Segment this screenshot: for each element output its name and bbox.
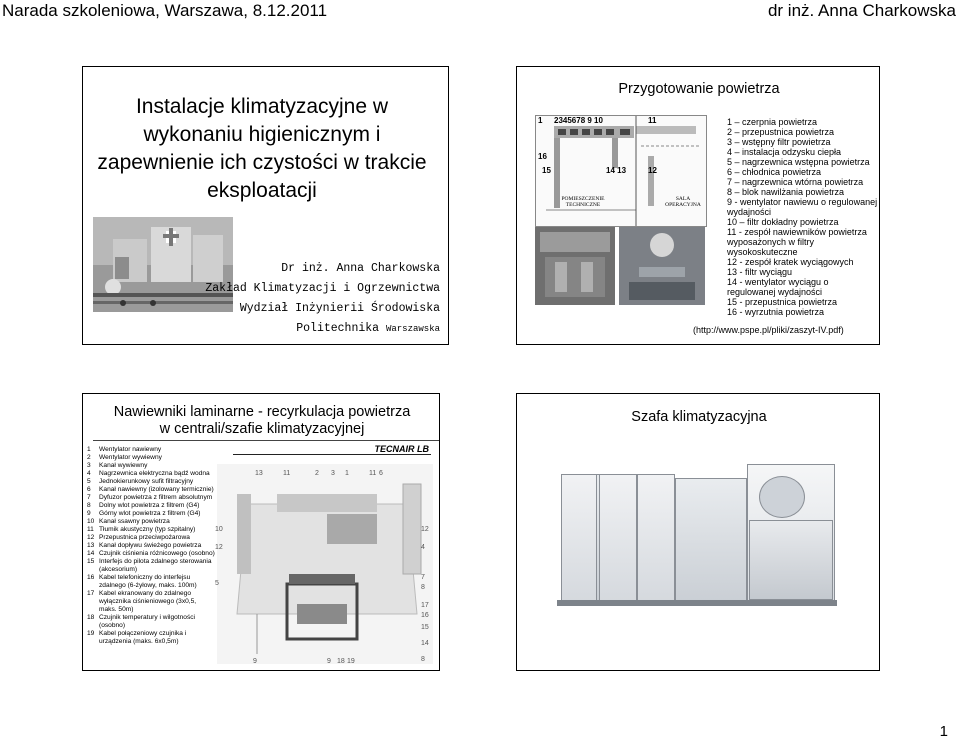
legend-item-text: Jednokierunkowy sufit filtracyjny: [99, 478, 194, 485]
header-right: dr inż. Anna Charkowska: [767, 1, 956, 20]
legend-item-number: 19: [87, 630, 95, 637]
legend-item: regulowanej wydajności: [727, 287, 823, 297]
legend-item-text: Kabel ekranowany do zdalnego wyłącznika ciśnieniowego (3x0,5, maks. 50m): [99, 590, 197, 613]
legend-item: 15 - przepustnica powietrza: [727, 297, 838, 307]
legend-item: [87, 550, 215, 558]
legend-item: [87, 630, 215, 646]
slide2-title: Przygotowanie powietrza: [618, 81, 780, 97]
legend-item-number: 16: [87, 574, 95, 581]
legend-item-number: 12: [87, 534, 95, 541]
diagram-num-15: 15: [542, 166, 551, 175]
slide-4: [516, 393, 880, 671]
callout-number: 16: [421, 612, 429, 619]
legend-item-number: 2: [87, 454, 91, 461]
slide1-dept: Zakład Klimatyzacji i Ogrzewnictwa: [205, 282, 440, 295]
legend-item: 10 – filtr dokładny powietrza: [727, 217, 839, 227]
legend-item: 5 – nagrzewnica wstępna powietrza: [727, 157, 870, 167]
legend-item-number: 8: [87, 502, 91, 509]
legend-item: [87, 502, 215, 510]
legend-item-number: 6: [87, 486, 91, 493]
callout-number: 8: [421, 584, 425, 591]
slide1-faculty: Wydział Inżynierii Środowiska: [239, 302, 440, 315]
diagram-num-14-13: 14 13: [606, 166, 627, 175]
legend-item-number: 5: [87, 478, 91, 485]
legend-item-text: Kanał wywiewny: [99, 462, 148, 469]
callout-number: 12: [215, 544, 223, 551]
callout-number: 6: [379, 470, 383, 477]
callout-number: 9: [253, 658, 257, 665]
fan-icon: [759, 476, 805, 518]
callout-number: 18: [337, 658, 345, 665]
legend-item: [87, 614, 215, 630]
diagram-num-16: 16: [538, 152, 547, 161]
brand-bar: [233, 444, 431, 456]
legend-item-text: Czujnik ciśnienia różnicowego (osobno): [99, 550, 215, 557]
slide1-author: Dr inż. Anna Charkowska: [281, 262, 440, 275]
legend-item-text: Kabel połączeniowy czujnika i urządzenia (maks. 6x0,5m): [99, 630, 187, 645]
callout-number: 14: [421, 640, 429, 647]
slide3-title-line2: w centrali/szafie klimatyzacyjnej: [159, 421, 365, 437]
slide1-university: Politechnika: [296, 322, 380, 335]
callout-number: 11: [283, 470, 291, 477]
legend-item-text: Kabel telefoniczny do interfejsu zdalnego (6-żyłowy, maks. 100m): [99, 574, 197, 589]
legend-item: 1 – czerpnia powietrza: [727, 117, 818, 127]
legend-item-number: 9: [87, 510, 91, 517]
callout-number: 12: [421, 526, 429, 533]
brand-logo: TECNAIR LB: [374, 444, 429, 454]
air-handling-diagram: [535, 115, 707, 227]
legend-item-text: Interfejs do pilota zdalnego sterowania (akcesorium): [99, 558, 212, 573]
callout-number: 11: [369, 470, 377, 477]
callout-number: 4: [421, 544, 425, 551]
legend-item-number: 14: [87, 550, 95, 557]
legend-item: [87, 510, 215, 518]
legend-item: wydajności: [727, 207, 772, 217]
legend-item: 7 – nagrzewnica wtórna powietrza: [727, 177, 864, 187]
legend-item-number: 18: [87, 614, 95, 621]
legend-item-text: Kanał nawiewny (izolowany termicznie): [99, 486, 214, 493]
callout-number: 5: [215, 580, 219, 587]
legend-item: 6 – chłodnica powietrza: [727, 167, 822, 177]
legend-item: [87, 470, 215, 478]
legend-item-text: Przepustnica przeciwpożarowa: [99, 534, 190, 541]
diagram-num-12: 12: [648, 166, 657, 175]
legend-item-number: 15: [87, 558, 95, 565]
operating-room-photo: [619, 227, 705, 305]
legend-item-number: 7: [87, 494, 91, 501]
legend-item-number: 13: [87, 542, 95, 549]
legend-item: 16 - wyrzutnia powietrza: [727, 307, 825, 317]
legend-item: 2 – przepustnica powietrza: [727, 127, 835, 137]
legend-item-text: Dolny wlot powietrza z filtrem (G4): [99, 502, 200, 509]
slide-3: [82, 393, 440, 671]
legend-item: [87, 542, 215, 550]
legend-item-text: Górny wlot powietrza z filtrem (G4): [99, 510, 201, 517]
legend-item: wysokoskuteczne: [727, 247, 798, 257]
legend-item-text: Dyfuzor powietrza z filtrem absolutnym: [99, 494, 213, 501]
callout-number: 3: [331, 470, 335, 477]
legend-item: [87, 558, 215, 574]
header-left: Narada szkoleniowa, Warszawa, 8.12.2011: [2, 1, 328, 20]
callout-number: 15: [421, 624, 429, 631]
ventilation-schematic: [217, 464, 433, 664]
slide2-source: (http://www.pspe.pl/pliki/zaszyt-IV.pdf): [693, 325, 844, 335]
legend-item-number: 4: [87, 470, 91, 477]
divider: [93, 440, 439, 441]
slide3-title-line1: Nawiewniki laminarne - recyrkulacja powietrza: [113, 404, 411, 420]
legend-item: 4 – instalacja odzysku ciepła: [727, 147, 842, 157]
legend-item: [87, 574, 215, 590]
legend-item: 12 - zespół kratek wyciągowych: [727, 257, 854, 267]
legend-item-text: Kanał ssawny powietrza: [99, 518, 170, 525]
legend-item-number: 1: [87, 446, 91, 453]
callout-number: 1: [345, 470, 349, 477]
slide4-title: Szafa klimatyzacyjna: [631, 409, 767, 425]
legend-item: 3 – wstępny filtr powietrza: [727, 137, 831, 147]
legend-item: 14 - wentylator wyciągu o: [727, 277, 829, 287]
legend-item-number: 3: [87, 462, 91, 469]
legend-item: wyposażonych w filtry: [727, 237, 815, 247]
legend-item: [87, 526, 215, 534]
legend-item: 11 - zespół nawiewników powietrza: [727, 227, 867, 237]
page-number: 1: [939, 723, 948, 740]
diagram-label-sala: SALA OPERACYJNA: [665, 196, 701, 208]
callout-number: 13: [255, 470, 263, 477]
legend-item: [87, 494, 215, 502]
legend-item: [87, 518, 215, 526]
legend-item: 13 - filtr wyciągu: [727, 267, 793, 277]
legend-item: [87, 486, 215, 494]
legend-item: [87, 462, 215, 470]
legend-item-number: 10: [87, 518, 95, 525]
slide-2: [516, 66, 880, 345]
slide3-legend-list: [87, 446, 215, 646]
legend-item: [87, 454, 215, 462]
legend-item-text: Tłumik akustyczny (typ szpitalny): [99, 526, 196, 533]
callout-number: 9: [327, 658, 331, 665]
callout-number: 17: [421, 602, 429, 609]
legend-item-text: Nagrzewnica elektryczna bądź wodna: [99, 470, 210, 477]
legend-item: [87, 590, 215, 614]
diagram-num-11: 11: [648, 116, 657, 125]
legend-item: 9 - wentylator nawiewu o regulowanej: [727, 197, 878, 207]
legend-item: [87, 534, 215, 542]
legend-item-text: Czujnik temperatury i wilgotności (osobno): [99, 614, 196, 629]
legend-item: 8 – blok nawilżania powietrza: [727, 187, 845, 197]
callout-number: 8: [421, 656, 425, 663]
legend-item: [87, 478, 215, 486]
callout-number: 7: [421, 574, 425, 581]
legend-item-number: 11: [87, 526, 94, 533]
diagram-num-1: 1: [538, 116, 543, 125]
diagram-label-tech: POMIESZCZENIE TECHNICZNE: [561, 196, 605, 208]
callout-number: 19: [347, 658, 355, 665]
callout-number: 2: [315, 470, 319, 477]
diagram-nums-top: 2345678 9 10: [554, 116, 603, 125]
slide1-city: Warszawska: [385, 324, 440, 334]
callout-number: 10: [215, 526, 223, 533]
slide2-legend: [727, 117, 877, 317]
legend-item-number: 17: [87, 590, 95, 597]
technical-room-photo: [535, 227, 615, 305]
legend-item-text: Kanał dopływu świeżego powietrza: [99, 542, 202, 549]
slide1-title: Instalacje klimatyzacyjne w wykonaniu higienicznym i zapewnienie ich czystości w trakcie eksploatacji: [97, 95, 427, 202]
legend-item-text: Wentylator wywiewny: [99, 454, 162, 461]
legend-item-text: Wentylator nawiewny: [99, 446, 162, 453]
legend-item: [87, 446, 215, 454]
cabinet-mid: [675, 478, 747, 606]
slide-1: [82, 66, 449, 345]
